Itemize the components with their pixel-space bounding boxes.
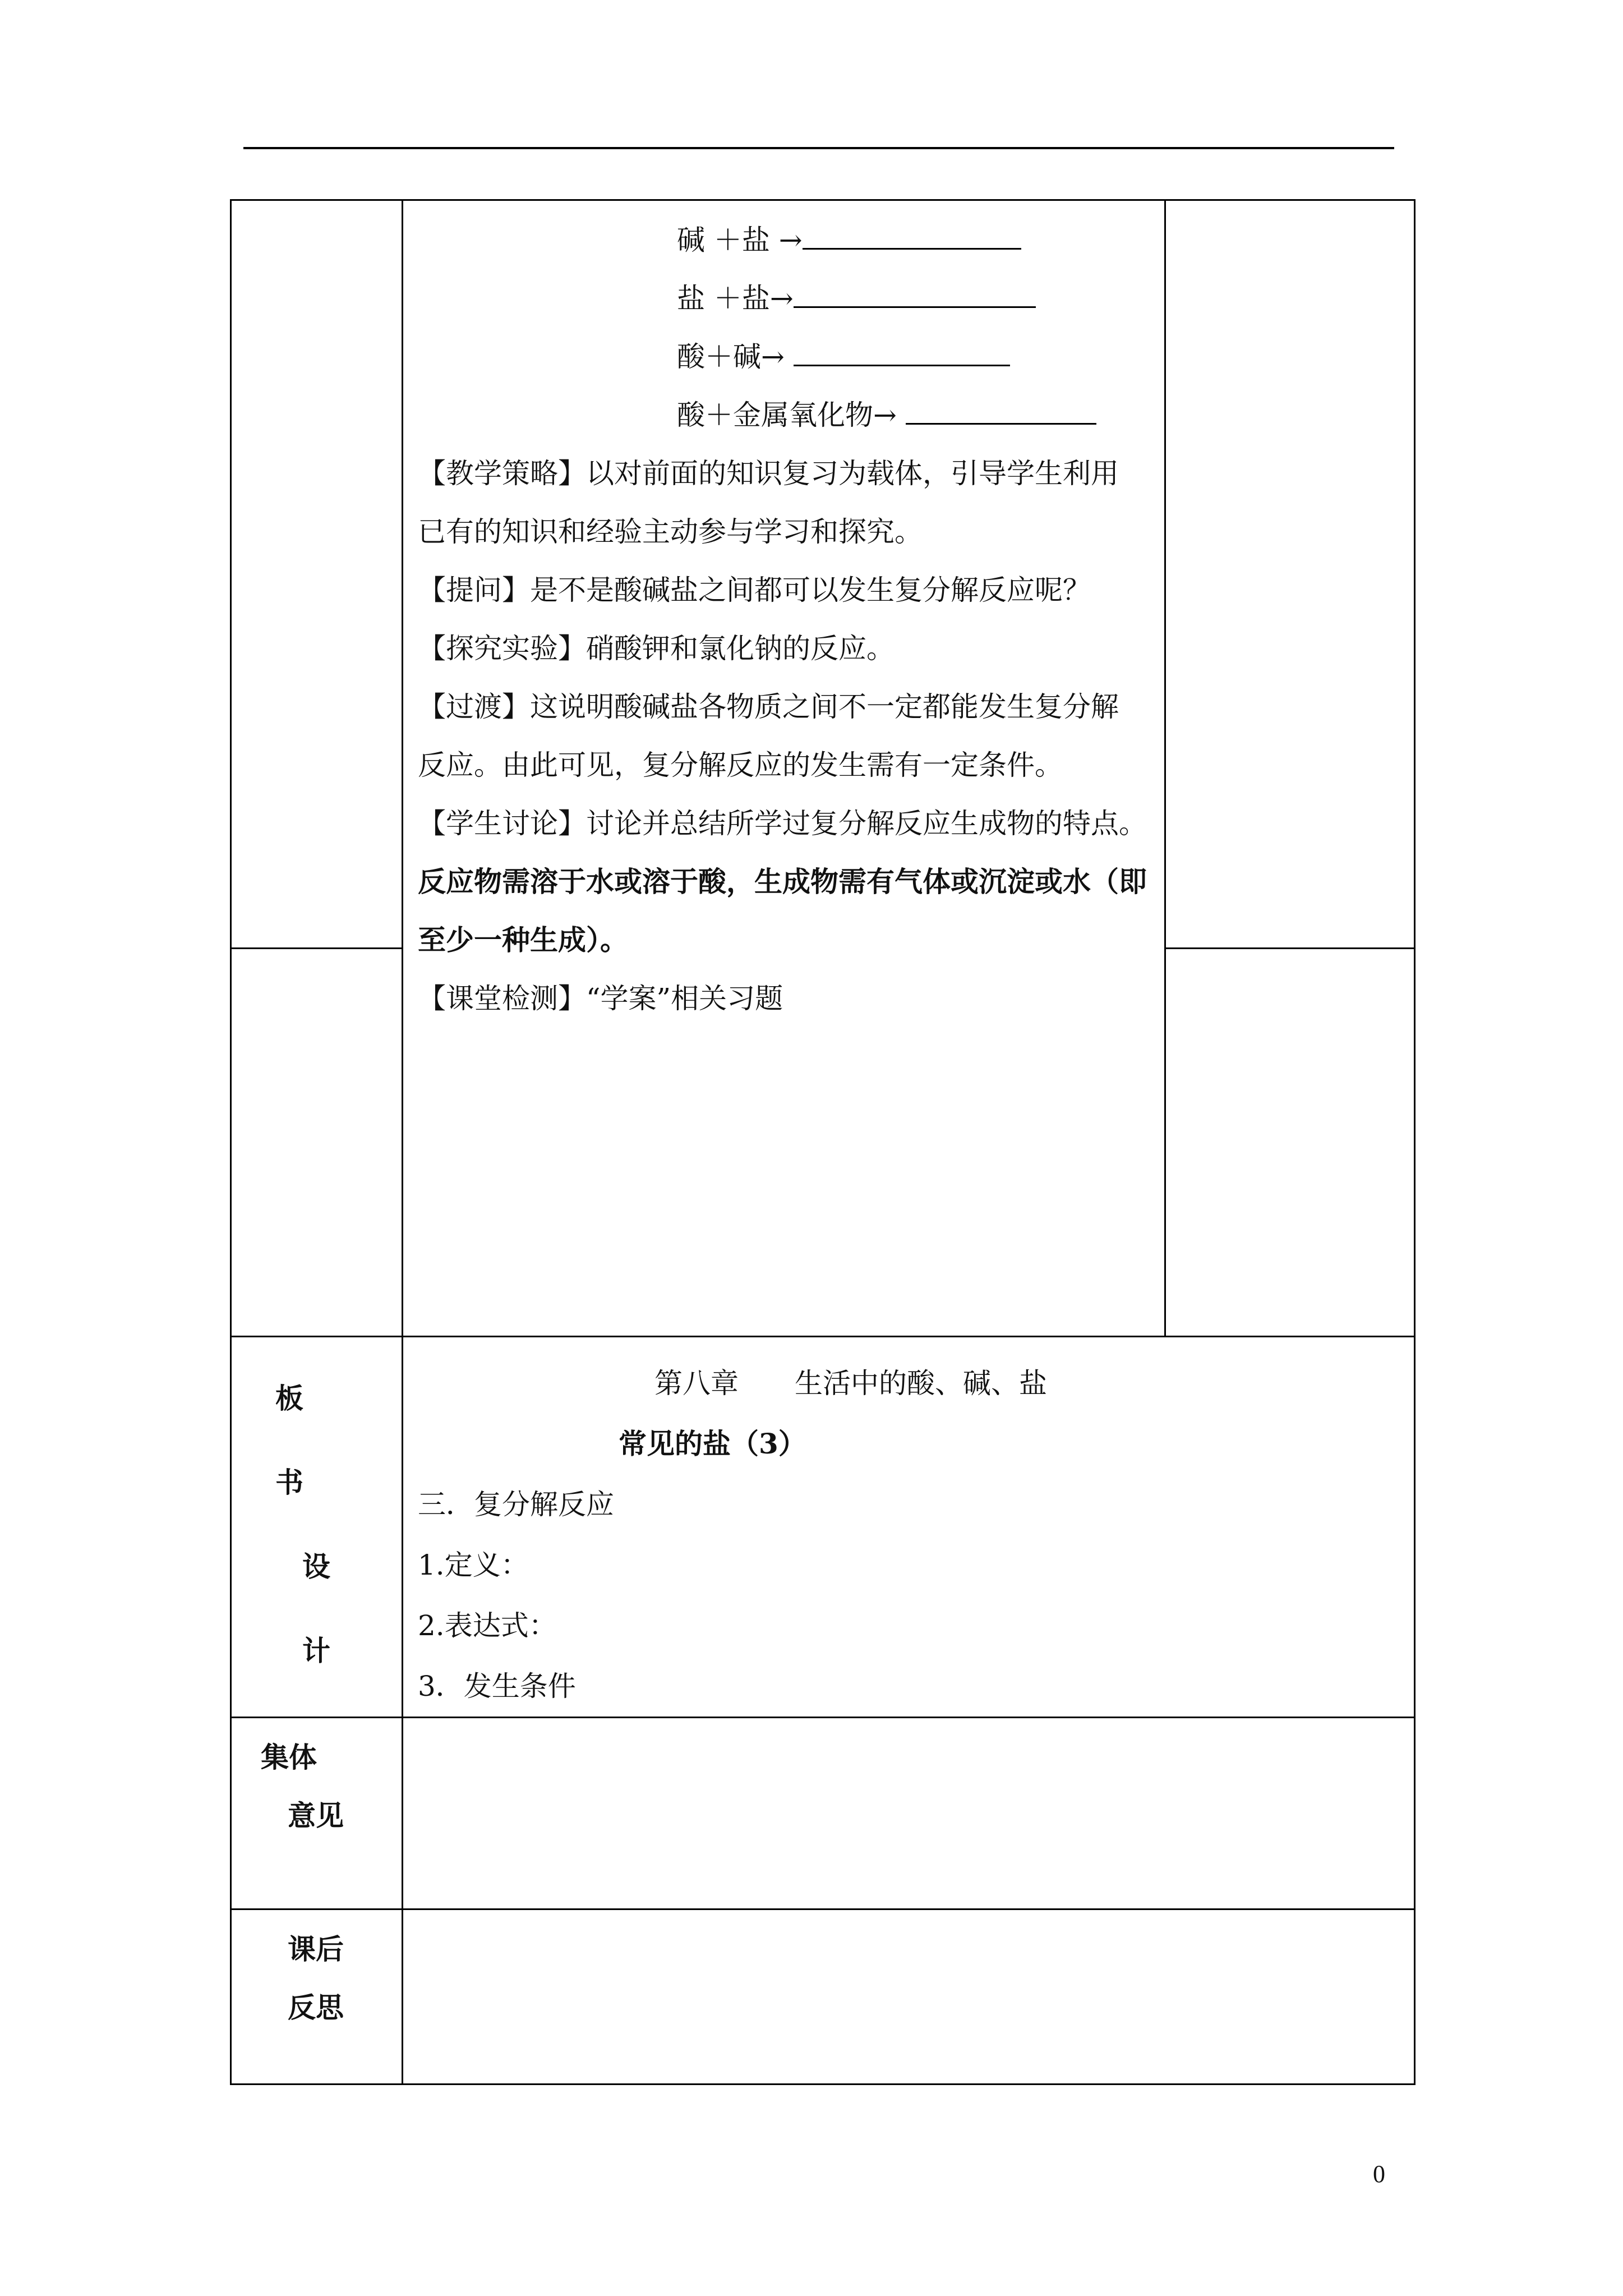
board-design-label-cell [231,1337,403,1718]
transition-line: 反应。由此可见，复分解反应的发生需有一定条件。 [418,749,1063,781]
collective-opinion-content-cell [403,1718,1415,1910]
process-right-cell-upper [1165,200,1415,949]
label-line: 反思 [288,1991,344,2024]
board-subtitle [418,1414,1403,1474]
reaction-text: 酸＋金属氧化物→ [677,399,906,431]
post-reflection-label-cell [231,1910,403,2085]
label-line: 意见 [288,1799,344,1832]
board-design-row [231,1337,1415,1718]
post-reflection-content-cell [403,1910,1415,2085]
chapter-title [418,1353,1403,1414]
process-right-cell-lower [1165,949,1415,1337]
lesson-plan-table [230,199,1415,2085]
label-char: 设 [302,1550,330,1583]
board-section: 三．复分解反应 [418,1488,614,1521]
board-item: 3．发生条件 [418,1670,576,1703]
discussion-line: 【学生讨论】讨论并总结所学过复分解反应生成物的特点。 [418,807,1147,840]
header-rule [243,147,1394,149]
reaction-line [418,386,1151,444]
reaction-line [418,269,1151,328]
label-line: 课后 [288,1932,344,1966]
answer-blank [906,394,1096,425]
board-subtitle-text: 常见的盐（3） [619,1427,806,1460]
answer-blank [803,219,1021,250]
reaction-line [418,211,1151,269]
chapter-title-text: 第八章 生活中的酸、碱、盐 [654,1367,1047,1400]
reaction-line [418,328,1151,386]
teaching-strategy-line: 【教学策略】以对前面的知识复习为载体，引导学生利用 [418,457,1119,490]
collective-opinion-label-cell [231,1718,403,1910]
post-reflection-label [232,1910,402,2037]
reaction-text: 碱 ＋盐 → [677,224,803,256]
conclusion-line: 至少一种生成）。 [418,923,628,956]
post-reflection-row [231,1910,1415,2085]
label-char: 板 [275,1382,303,1415]
board-design-label [232,1337,402,1693]
board-design-content-cell [403,1337,1415,1718]
label-char: 书 [275,1466,303,1499]
label-line: 集体 [261,1741,317,1774]
process-content [403,201,1164,1028]
collective-opinion-label [232,1718,402,1845]
board-item: 1.定义： [418,1549,529,1581]
board-item: 2.表达式： [418,1609,557,1642]
question-line: 【提问】是不是酸碱盐之间都可以发生复分解反应呢？ [418,574,1091,606]
answer-blank [794,335,1010,366]
process-content-cell [403,200,1165,1337]
process-left-cell-lower [231,949,403,1337]
reaction-text: 盐 ＋盐→ [677,282,794,315]
conclusion-line: 反应物需溶于水或溶于酸，生成物需有气体或沉淀或水（即 [418,865,1147,898]
reaction-text: 酸＋碱→ [677,341,794,373]
classroom-check-line: 【课堂检测】“学案”相关习题 [418,982,783,1015]
collective-opinion-row [231,1718,1415,1910]
board-design-content [403,1337,1414,1717]
teaching-strategy-line: 已有的知识和经验主动参与学习和探究。 [418,516,923,548]
page-number: 0 [1373,2160,1385,2188]
transition-line: 【过渡】这说明酸碱盐各物质之间不一定都能发生复分解 [418,691,1119,723]
answer-blank [794,277,1036,308]
experiment-line: 【探究实验】硝酸钾和氯化钠的反应。 [418,632,895,665]
process-row-upper [231,200,1415,949]
process-left-cell-upper [231,200,403,949]
label-char: 计 [302,1634,330,1667]
